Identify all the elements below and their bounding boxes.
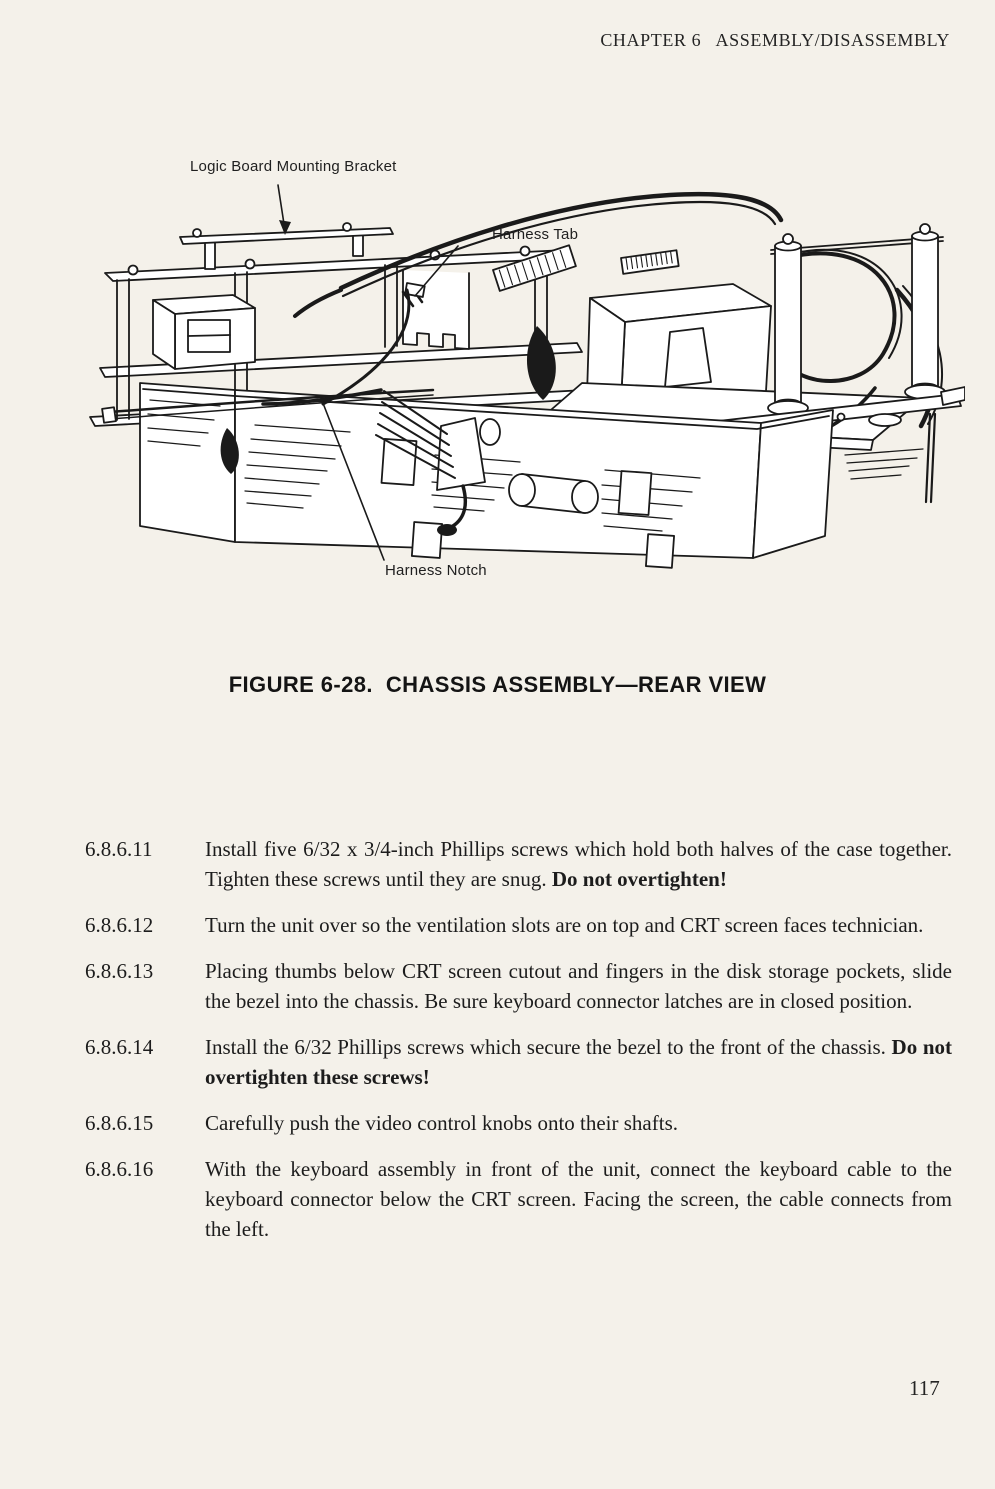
chassis-assembly-drawing xyxy=(85,140,965,600)
step-text-bold: Do not overtighten these screws! xyxy=(205,1035,952,1089)
figure-label-harness-notch: Harness Notch xyxy=(385,562,487,579)
step-text xyxy=(205,956,952,1016)
comb-connector xyxy=(621,250,679,274)
step-text xyxy=(205,1108,952,1138)
crt-support-pillars xyxy=(768,224,945,415)
figure-label-harness-tab: Harness Tab xyxy=(492,226,579,243)
procedure-step xyxy=(85,1108,952,1138)
page-number: 117 xyxy=(909,1376,940,1400)
step-text xyxy=(205,1032,952,1092)
procedure-step xyxy=(85,1032,952,1092)
step-number: 6.8.6.12 xyxy=(85,913,154,937)
step-text-normal: Carefully push the video control knobs onto their shafts. xyxy=(205,1111,679,1135)
notch-cable xyxy=(323,290,409,404)
procedure-step xyxy=(85,956,952,1016)
procedure-step xyxy=(85,1154,952,1244)
shading-blob xyxy=(527,326,556,400)
procedure-step xyxy=(85,834,952,894)
step-text xyxy=(205,1154,952,1244)
step-number: 6.8.6.15 xyxy=(85,1111,154,1135)
step-text-normal: Placing thumbs below CRT screen cutout and fingers in the disk storage pockets, slide the bezel into the chassis. Be sure keyboard connector latches are in closed position. xyxy=(205,959,952,1013)
figure-caption: FIGURE 6-28. CHASSIS ASSEMBLY—REAR VIEW xyxy=(228,672,767,697)
step-text xyxy=(205,834,952,894)
transformer-box xyxy=(153,295,255,369)
step-number: 6.8.6.16 xyxy=(85,1157,154,1181)
step-number: 6.8.6.13 xyxy=(85,959,154,983)
page-header: CHAPTER 6 ASSEMBLY/DISASSEMBLY xyxy=(600,30,950,50)
procedure-steps xyxy=(85,834,952,1260)
step-text-normal: With the keyboard assembly in front of the unit, connect the keyboard cable to the keyboard connector below the CRT screen. Facing the screen, the cable connects from the left. xyxy=(205,1157,952,1241)
step-text xyxy=(205,910,952,940)
step-text-normal: Install the 6/32 Phillips screws which secure the bezel to the front of the chassis. xyxy=(205,1035,892,1059)
procedure-step xyxy=(85,910,952,940)
step-text-normal: Turn the unit over so the ventilation slots are on top and CRT screen faces technician. xyxy=(205,913,924,937)
step-text-bold: Do not overtighten! xyxy=(551,867,727,891)
step-number: 6.8.6.11 xyxy=(85,837,153,861)
figure-label-logic-board-bracket: Logic Board Mounting Bracket xyxy=(190,158,397,175)
step-text-normal: Install five 6/32 x 3/4-inch Phillips screws which hold both halves of the case together. Tighten these screws until they are snug. xyxy=(205,837,952,891)
step-number: 6.8.6.14 xyxy=(85,1035,154,1059)
